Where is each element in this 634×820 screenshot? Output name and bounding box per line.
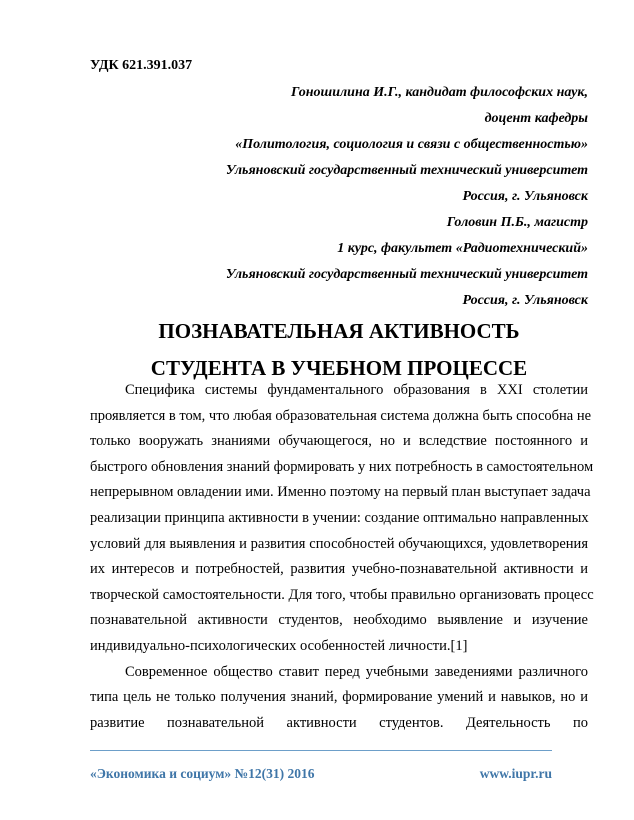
article-body [90, 378, 594, 736]
body-line: развитие познавательной активности студентов. Деятельность по [90, 714, 588, 731]
website-footer: www.iupr.ru [479, 766, 552, 781]
body-line: Специфика системы фундаментального образования в XXI столетии [125, 382, 588, 398]
body-line: творческой самостоятельности. Для того, чтобы правильно организовать процесс [90, 586, 594, 603]
author-line: Гоношилина И.Г., кандидат философских наук, [291, 85, 588, 100]
body-line: реализации принципа активности в учении: создание оптимально направленных [90, 509, 589, 526]
body-line: их интересов и потребностей, развития учебно-познавательной активности и [90, 561, 588, 578]
body-line: типа цель не только получения знаний, формирование умений и навыков, но и [90, 689, 588, 706]
body-line: познавательной активности студентов, необходимо выявление и изучение [90, 612, 588, 629]
author-line: доцент кафедры [484, 111, 588, 126]
body-line: условий для выявления и развития способностей обучающихся, удовлетворения [90, 535, 588, 552]
body-line: быстрого обновления знаний формировать у них потребность в самостоятельном [90, 458, 594, 475]
footer-divider [90, 750, 552, 751]
udk-code: УДК 621.391.037 [90, 58, 193, 73]
author-line: Ульяновский государственный технический университет [225, 163, 588, 178]
author-line: Россия, г. Ульяновск [462, 293, 588, 308]
author-line: Головин П.Б., магистр [446, 215, 588, 230]
author-line: 1 курс, факультет «Радиотехнический» [337, 241, 588, 256]
author-block [90, 80, 588, 314]
body-line: непрерывном овладении ими. Именно поэтому на первый план выступает задача [90, 484, 591, 501]
author-line: Россия, г. Ульяновск [462, 189, 588, 204]
body-line: только вооружать знаниями обучающегося, но и вследствие постоянного и [90, 433, 588, 450]
title-line: ПОЗНАВАТЕЛЬНАЯ АКТИВНОСТЬ [158, 319, 520, 343]
body-line: индивидуально-психологических особенностей личности.[1] [90, 637, 468, 654]
journal-footer: «Экономика и социум» №12(31) 2016 [90, 766, 315, 781]
title-line: СТУДЕНТА В УЧЕБНОМ ПРОЦЕССЕ [150, 356, 528, 380]
author-line: Ульяновский государственный технический университет [225, 267, 588, 282]
article-title [90, 313, 588, 387]
body-line: проявляется в том, что любая образовательная система должна быть способна не [90, 407, 592, 424]
body-line: Современное общество ставит перед учебными заведениями различного [125, 663, 588, 680]
author-line: «Политология, социология и связи с общественностью» [235, 137, 588, 152]
